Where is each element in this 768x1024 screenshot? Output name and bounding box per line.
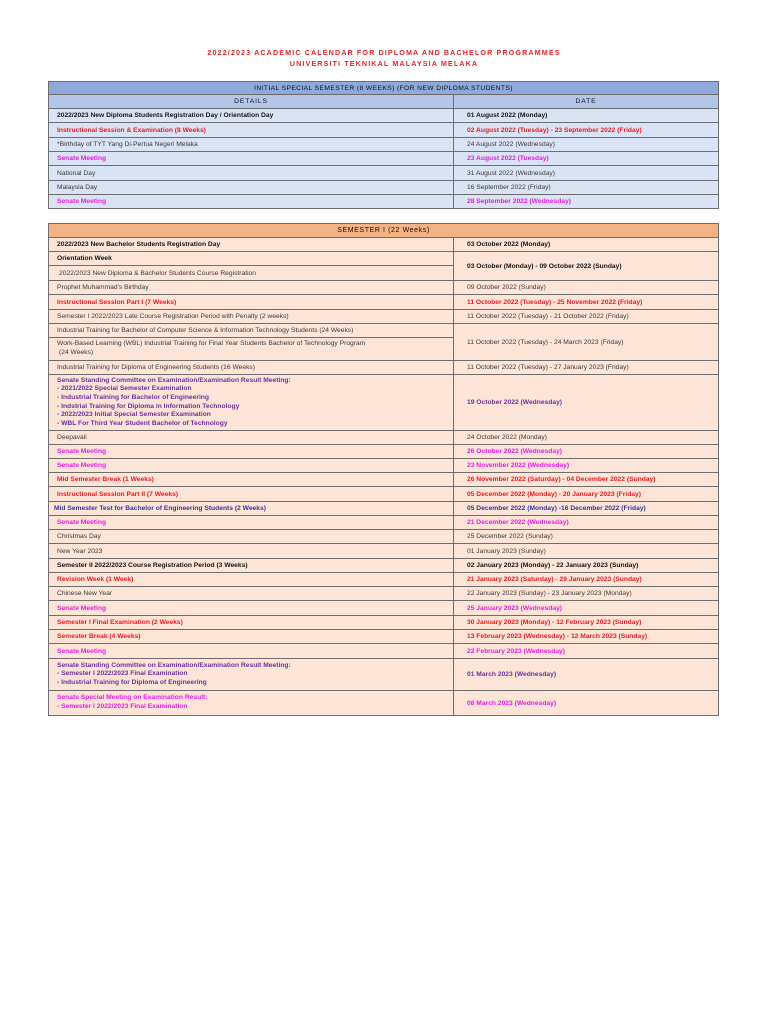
details-cell: Senate Meeting xyxy=(49,601,454,615)
university-name: UNIVERSITI TEKNIKAL MALAYSIA MELAKA xyxy=(289,59,479,68)
details-line: - 2021/2022 Special Semester Examination xyxy=(57,385,192,393)
details-cell: 2022/2023 New Bachelor Students Registration Day xyxy=(49,238,454,251)
details-cell: 2022/2023 New Diploma Students Registration Day / Orientation Day xyxy=(49,109,454,122)
date-cell: 08 March 2023 (Wednesday) xyxy=(467,699,557,707)
details-cell: Malaysia Day xyxy=(49,181,454,194)
calendar-row xyxy=(49,431,718,445)
details-cell: Industrial Training for Bachelor of Computer Science & Information Technology Students (24 Weeks) xyxy=(57,327,354,334)
calendar-row xyxy=(49,544,718,559)
date-cell: 24 August 2022 (Wednesday) xyxy=(467,141,555,148)
calendar-row xyxy=(49,630,718,644)
date-cell: 28 September 2022 (Wednesday) xyxy=(467,198,571,205)
date-cell: 30 January 2023 (Monday) - 12 February 2023 (Sunday) xyxy=(467,619,642,626)
calendar-row xyxy=(49,109,718,123)
table-heading-row xyxy=(49,224,718,238)
details-line: Senate Standing Committee on Examination/Examination Result Meeting: xyxy=(57,661,291,669)
details-line: - Semester I 2022/2023 Final Examination xyxy=(57,670,188,678)
calendar-row xyxy=(49,123,718,138)
date-cell: 09 October 2022 (Sunday) xyxy=(467,284,546,291)
details-cell: Senate Meeting xyxy=(49,445,454,458)
details-line: - 2022/2023 Initial Special Semester Examination xyxy=(57,411,211,419)
calendar-row xyxy=(49,530,718,544)
calendar-row xyxy=(49,587,718,601)
calendar-row xyxy=(49,559,718,573)
calendar-row xyxy=(49,152,718,166)
calendar-row xyxy=(49,166,718,181)
details-cell: Senate Meeting xyxy=(49,516,454,529)
details-cell: Semester Break (4 Weeks) xyxy=(49,630,454,643)
calendar-title xyxy=(0,47,768,69)
details-cell: *Birthday of TYT Yang Di-Pertua Negeri Melaka xyxy=(49,138,454,151)
calendar-row xyxy=(49,616,718,630)
calendar-row xyxy=(49,502,718,516)
semester-1-heading: SEMESTER I (22 Weeks) xyxy=(337,227,430,234)
date-cell: 31 August 2022 (Wednesday) xyxy=(467,169,555,177)
calendar-row xyxy=(49,181,718,195)
calendar-row xyxy=(49,281,718,295)
calendar-row xyxy=(49,138,718,152)
details-cell: Senate Meeting xyxy=(49,195,454,208)
details-cell: Semester II 2022/2023 Course Registration Period (3 Weeks) xyxy=(49,559,454,572)
date-column-header: DATE xyxy=(575,98,597,105)
details-line: - Semester I 2022/2023 Final Examination xyxy=(57,703,188,710)
date-cell: 22 February 2023 (Wednesday) xyxy=(467,647,566,655)
date-cell: 25 January 2023 (Wednesday) xyxy=(467,604,563,612)
calendar-row xyxy=(49,659,718,691)
calendar-row-group xyxy=(49,252,718,281)
details-line: (24 Weeks) xyxy=(59,349,94,356)
date-cell: 21 January 2023 (Saturday) - 29 January 2023 (Sunday) xyxy=(467,576,642,583)
details-cell: Revision Week (1 Week) xyxy=(49,573,454,586)
date-cell: 01 August 2022 (Monday) xyxy=(467,112,548,119)
details-cell: Senate Meeting xyxy=(49,644,454,658)
details-cell xyxy=(49,375,454,430)
semester-1-table xyxy=(48,223,719,716)
details-cell: Chinese New Year xyxy=(49,587,454,600)
date-cell: 11 October 2022 (Tuesday) - 21 October 2022 (Friday) xyxy=(467,313,629,320)
details-cell: Mid Semester Test for Bachelor of Engineering Students (2 Weeks) xyxy=(49,502,454,515)
calendar-row xyxy=(49,295,718,310)
details-cell: Instructional Session Part II (7 Weeks) xyxy=(49,487,454,501)
date-cell: 05 December 2022 (Monday) -16 December 2022 (Friday) xyxy=(467,505,646,512)
calendar-row xyxy=(49,195,718,209)
table-heading-row xyxy=(49,82,718,95)
details-cell: National Day xyxy=(49,166,454,180)
details-cell: Instructional Session & Examination (8 Weeks) xyxy=(49,123,454,137)
calendar-row xyxy=(49,361,718,375)
date-cell: 26 October 2022 (Wednesday) xyxy=(467,448,563,455)
date-cell: 13 February 2023 (Wednesday) - 12 March 2023 (Sunday) xyxy=(467,633,648,640)
details-cell: Senate Meeting xyxy=(49,152,454,165)
date-cell: 03 October (Monday) - 09 October 2022 (Sunday) xyxy=(467,262,622,270)
date-cell: 02 August 2022 (Tuesday) - 23 September 2022 (Friday) xyxy=(467,126,642,134)
calendar-title-line: 2022/2023 ACADEMIC CALENDAR FOR DIPLOMA AND BACHELOR PROGRAMMES xyxy=(207,48,561,57)
date-cell: 05 December 2022 (Monday) - 20 January 2023 (Friday) xyxy=(467,490,641,498)
calendar-row xyxy=(49,601,718,616)
details-line: Senate Standing Committee on Examination/Examination Result Meeting: xyxy=(57,376,291,384)
date-cell: 11 October 2022 (Tuesday) - 24 March 2023 (Friday) xyxy=(467,338,624,346)
date-cell: 22 January 2023 (Sunday) - 23 January 2023 (Monday) xyxy=(467,590,632,597)
date-cell: 19 October 2022 (Wednesday) xyxy=(467,399,563,406)
date-cell: 16 September 2022 (Friday) xyxy=(467,184,551,191)
date-cell: 23 November 2022 (Wednesday) xyxy=(467,462,570,469)
details-line: Work-Based Learning (WBL) Industrial Training for Final Year Students Bachelor of Technology Program xyxy=(57,340,366,348)
details-cell xyxy=(49,691,454,715)
date-cell: 24 October 2022 (Monday) xyxy=(467,434,547,441)
column-header-row xyxy=(49,95,718,109)
date-cell: 01 January 2023 (Sunday) xyxy=(467,547,546,555)
calendar-row xyxy=(49,459,718,473)
details-line: - Industrial Training for Diploma of Engineering xyxy=(57,678,207,686)
initial-special-semester-table xyxy=(48,81,719,209)
date-cell: 01 March 2023 (Wednesday) xyxy=(467,671,557,678)
details-cell: 2022/2023 New Diploma & Bachelor Students Course Registration xyxy=(49,265,453,280)
date-cell: 02 January 2023 (Monday) - 22 January 2023 (Sunday) xyxy=(467,562,639,569)
details-cell: Mid Semester Break (1 Weeks) xyxy=(49,473,454,486)
calendar-row-group xyxy=(49,324,718,361)
details-cell: Orientation Week xyxy=(57,255,112,262)
date-cell: 21 December 2022 (Wednesday) xyxy=(467,519,569,526)
calendar-row xyxy=(49,238,718,252)
details-cell xyxy=(49,337,453,360)
calendar-row xyxy=(49,644,718,659)
initial-semester-heading: INITIAL SPECIAL SEMESTER (8 WEEKS) (FOR NEW DIPLOMA STUDENTS) xyxy=(254,84,513,92)
date-cell: 03 October 2022 (Monday) xyxy=(467,241,551,248)
calendar-row xyxy=(49,445,718,459)
details-cell: Deepavali xyxy=(49,431,454,444)
date-cell: 25 December 2022 (Sunday) xyxy=(467,533,553,540)
details-line: Senate Special Meeting on Examination Result: xyxy=(57,694,208,702)
details-line: - Industrial Training for Bachelor of Engineering xyxy=(57,393,209,401)
calendar-row xyxy=(49,573,718,587)
calendar-row xyxy=(49,375,718,431)
details-cell: Christmas Day xyxy=(49,530,454,543)
details-cell: Industrial Training for Diploma of Engineering Students (16 Weeks) xyxy=(49,361,454,374)
details-column-header: DETAILS xyxy=(49,95,454,108)
details-group xyxy=(49,252,454,280)
details-line: - Indstrial Training for Diploma in Information Technology xyxy=(57,402,240,410)
calendar-row xyxy=(49,487,718,502)
calendar-row xyxy=(49,473,718,487)
details-cell: Prophet Muhammad's Birthday xyxy=(49,281,454,294)
details-cell: Semester I Final Examination (2 Weeks) xyxy=(49,616,454,629)
date-cell: 11 October 2022 (Tuesday) - 27 January 2023 (Friday) xyxy=(467,364,629,371)
details-cell: Senate Meeting xyxy=(49,459,454,472)
details-cell: New Year 2023 xyxy=(49,544,454,558)
calendar-row xyxy=(49,691,718,716)
details-line: - WBL For Third Year Student Bachelor of Technology xyxy=(57,419,228,427)
calendar-row xyxy=(49,310,718,324)
calendar-row xyxy=(49,516,718,530)
details-cell xyxy=(49,659,454,690)
date-cell: 11 October 2022 (Tuesday) - 25 November 2022 (Friday) xyxy=(467,298,643,306)
date-cell: 26 November 2022 (Saturday) - 04 December 2022 (Sunday) xyxy=(467,476,656,483)
details-cell: Semester I 2022/2023 Late Course Registration Period with Penalty (2 weeks) xyxy=(49,310,454,323)
details-group xyxy=(49,324,454,360)
date-cell: 23 August 2022 (Tuesday) xyxy=(467,155,549,162)
details-cell: Instructional Session Part I (7 Weeks) xyxy=(49,295,454,309)
